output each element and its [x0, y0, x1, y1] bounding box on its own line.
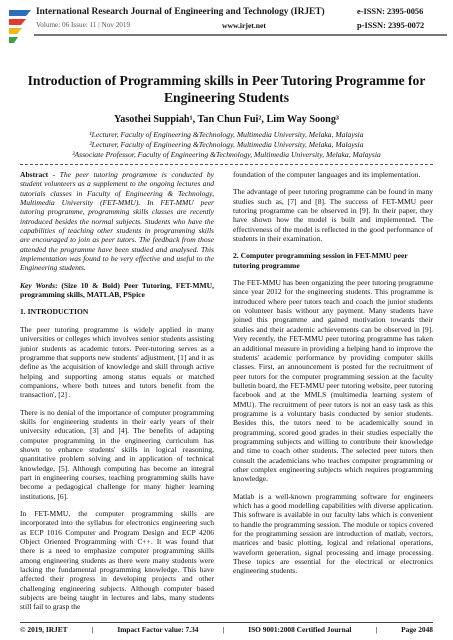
keywords-text: : (Size 10 & Bold) Peer Tutoring, FET-MMU, programming skills, MATLAB, PSpice [20, 280, 214, 300]
keywords-label: Key Words [20, 280, 56, 290]
abstract-text: The peer tutoring programme is conducted by student volunteers as a supplement to the ongoing lectures and tutorials classes in Faculty of Engineering & Technology, Multimedia University (FET-MMU). In FET-MMU peer tutoring programme, programming skills classes are recently introduced besides the normal subjects. Students who have the capabilities of teaching other students in programming skills are encouraged to join as peer tutors. The feedback from those attended the programme have been studied and analysed. This implementation was found to be very effective and useful to the Engineering students. [20, 170, 215, 273]
footer-impact-factor: Impact Factor value: 7.34 [117, 625, 199, 634]
body-paragraph: The advantage of peer tutoring programme can be found in many studies such as, [7] and [8]. The success of FET-MMU peer tutoring programme can be observed in [9]. In their paper, they have shown how the model is built and implemented. The effectiveness of the model is reflected in the good performance of students in their examination. [233, 187, 433, 244]
journal-title: International Research Journal of Engineering and Technology (IRJET) [36, 7, 325, 17]
affiliation-1: ¹Lecturer, Faculty of Engineering &Technology, Multimedia University, Melaka, Malaysia [89, 130, 364, 139]
footer-divider: | [222, 625, 225, 634]
affiliation-2: ²Lecturer, Faculty of Engineering &Technology, Multimedia University, Melaka, Malaysia [89, 140, 364, 149]
body-paragraph: There is no denial of the importance of computer programming skills for engineering students in their early years of their university education, [3] and [4]. The benefits of adapting computer programming in the engineering curriculum has shown to enhance students' skills in logical reasoning, quantitative problem solving and in application of technical knowledge, [5]. Although computing has become an integral part in engineering courses, teaching programming skills have become a pedagogical challenge for many higher learning institutions, [6]. [20, 407, 214, 501]
paper-title-line: Introduction of Programming skills in Peer Tutoring Programme for [27, 73, 426, 88]
journal-url[interactable]: www.irjet.net [222, 21, 266, 30]
body-paragraph: foundation of the computer languages and its implementation. [233, 170, 421, 179]
body-paragraph: The FET-MMU has been organizing the peer tutoring programme since year 2012 for the engineering students. This programme is introduced where peer tutors teach and coach the junior students on volunteer basis without any payment. Many students have joined this programme and gained motivation towards their studies and their academic achievements can be observed in [9]. Very recently, the FET-MMU peer tutoring programme has taken an additional measure in providing a helping hand to improve the students' academic performance by providing computer skills classes. First, an announcement is posted for the recruitment of peer tutors for the computer programming session at the faculty bulletin board, the FET-MMU peer tutoring website, peer tutoring facebook and at the MMLS (multimedia learning system of MMU). The recruitment of peer tutors is not an easy task as this programme is a voluntary basis conducted by senior students. Besides this, the tutors need to be academically sound in programming, scored good grades in their studies especially the programming subjects and willing to contribute their knowledge and time to coach other students. The selected peer tutors then consult the academicians who teaches computer programming or other complex engineering subjects which requires programming knowledge. [233, 278, 433, 484]
keywords [20, 281, 214, 300]
irjet-logo [6, 4, 34, 50]
body-paragraph: The peer tutoring programme is widely applied in many universities or colleges which involves senior students assisting junior students as academic tutors. Peer-tutoring serves as a programme that supports new students' adjustment, [1] and it as define as 'the acquisition of knowledge and skill through active helping and supporting among status equals or matched companions, where both tutees and tutors benefit from the transaction', [2] . [20, 324, 214, 400]
volume-issue: Volume: 06 Issue: 11 | Nov 2019 [36, 21, 131, 29]
footer-page-number: Page 2048 [401, 625, 433, 634]
footer-rule [20, 622, 433, 623]
journal-header [0, 0, 453, 52]
left-column [20, 170, 214, 620]
right-column [233, 170, 433, 584]
body-paragraph: In FET-MMU, the computer programming skills are incorporated into the syllabus for electronics engineering such as ECP 1016 Computer and Program Design and ECP 4206 Object Oriented Programming with C++. It was found that there is a need to emphasize computer programming skills among engineering students as there were many students were lacking the fundamental programming knowledge. This have affected their progress in developing projects and other challenging engineering subjects. Although computer based subjects are being taught in lectures and labs, many students still fail to grasp the [20, 509, 214, 612]
author-list: Yasothei Suppiah¹, Tan Chun Fui², Lim Way Soong³ [114, 114, 339, 125]
affiliation-3: ³Associate Professor, Faculty of Engineering &Technology, Multimedia University, Melaka, Malaysia [72, 150, 381, 159]
body-paragraph: Matlab is a well-known programming software for engineers which has a good modelling capabilities with diverse application. This software is available in our faculty labs which is convenient to handle the programming session. The module or topics covered for the programming session are introduction of matlab, vectors, matrices and basic plotting, logical and relational operations, waveform generation, signal processing and image processing. These topics are essential for the electrical or electronics engineering students. [233, 491, 433, 576]
footer-copyright: © 2019, IRJET [20, 625, 68, 634]
e-issn: e-ISSN: 2395-0056 [357, 7, 424, 16]
section-heading-programming-session: 2. Computer programming session in FET-MMU peer tutoring programme [233, 251, 408, 270]
footer-divider: | [375, 625, 378, 634]
title-separator [20, 164, 433, 165]
paper-title-line: Engineering Students [163, 90, 289, 105]
page-footer [20, 625, 433, 637]
footer-iso: ISO 9001:2008 Certified Journal [248, 625, 352, 634]
header-rule [34, 34, 447, 36]
abstract [20, 170, 214, 273]
abstract-label: Abstract - [20, 170, 56, 179]
paper-title [20, 72, 433, 106]
section-heading-introduction: 1. INTRODUCTION [20, 307, 89, 317]
footer-divider: | [91, 625, 94, 634]
p-issn: p-ISSN: 2395-0072 [357, 21, 425, 30]
